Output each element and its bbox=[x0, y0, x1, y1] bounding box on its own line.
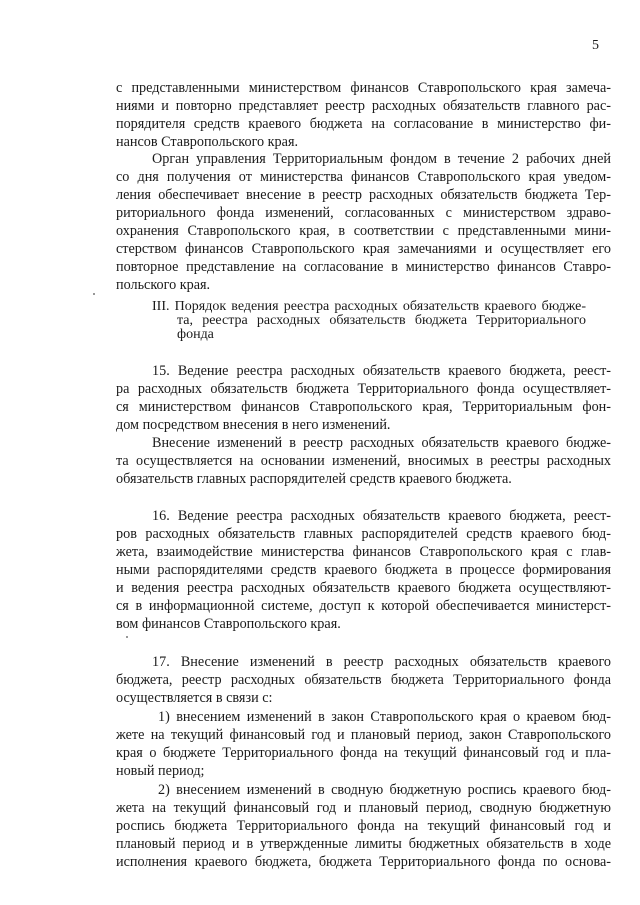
text-line: обязательств главных распорядителей средств краевого бюджета. bbox=[116, 471, 512, 487]
text-line: 17. Внесение изменений в реестр расходных обязательств краевого bbox=[152, 654, 611, 670]
list-item-line: исполнения краевого бюджета, бюджета Территориального фонда по основа- bbox=[116, 854, 611, 870]
list-item-line: края о бюджете Территориального фонда на текущий финансовый год и пла- bbox=[116, 745, 611, 761]
section-heading-line: фонда bbox=[177, 327, 214, 342]
text-line: 16. Ведение реестра расходных обязательств краевого бюджета, реест- bbox=[152, 508, 611, 524]
text-line: повторное представление на согласование в министерство финансов Ставро- bbox=[116, 259, 611, 275]
text-line: ными распорядителями средств краевого бюджета в процессе формирования bbox=[116, 562, 611, 578]
text-line: ся министерством финансов Ставропольского края, Территориальным фон- bbox=[116, 399, 611, 415]
list-item-line: плановый период и в утвержденные лимиты бюджетных обязательств в ходе bbox=[116, 836, 611, 852]
text-line: ления обеспечивает внесение в реестр расходных обязательств бюджета Тер- bbox=[116, 187, 611, 203]
text-line: 15. Ведение реестра расходных обязательств краевого бюджета, реест- bbox=[152, 363, 611, 379]
text-line: стерством финансов Ставропольского края замечаниями и осуществляет его bbox=[116, 241, 611, 257]
text-line: с представленными министерством финансов Ставропольского края замеча- bbox=[116, 80, 611, 96]
text-line: ся в информационной системе, доступ к которой обеспечивается министерст- bbox=[116, 598, 611, 614]
text-line: порядителя средств краевого бюджета на согласование в министерство фи- bbox=[116, 116, 611, 132]
text-line: Орган управления Территориальным фондом в течение 2 рабочих дней bbox=[152, 151, 611, 167]
list-item-line: 1) внесением изменений в закон Ставропольского края о краевом бюд- bbox=[158, 709, 611, 725]
text-line: польского края. bbox=[116, 277, 211, 293]
text-line: Внесение изменений в реестр расходных обязательств краевого бюдже- bbox=[152, 435, 611, 451]
text-line: нансов Ставропольского края. bbox=[116, 134, 299, 150]
text-line: охранения Ставропольского края, в соответствии с представленными мини- bbox=[116, 223, 611, 239]
list-item-line: 2) внесением изменений в сводную бюджетную роспись краевого бюд- bbox=[158, 782, 611, 798]
text-line: ров расходных обязательств главных распорядителей средств краевого бюд- bbox=[116, 526, 611, 542]
list-item-line: новый период; bbox=[116, 763, 205, 779]
text-line: риториального фонда изменений, согласованных с министерством здраво- bbox=[116, 205, 611, 221]
text-line: бюджета, реестр расходных обязательств бюджета Территориального фонда bbox=[116, 672, 611, 688]
list-item-line: жета на текущий финансовый год и плановый период, сводную бюджетную bbox=[116, 800, 611, 816]
text-line: со дня получения от министерства финансов Ставропольского края уведом- bbox=[116, 169, 611, 185]
text-line: та осуществляется на основании изменений, вносимых в реестры расходных bbox=[116, 453, 611, 469]
section-heading-line: та, реестра расходных обязательств бюджета Территориального bbox=[177, 313, 586, 328]
text-line: ниями и повторно представляет реестр расходных обязательств главного рас- bbox=[116, 98, 611, 114]
text-line: вом финансов Ставропольского края. bbox=[116, 616, 341, 632]
scan-speck bbox=[126, 636, 128, 638]
section-heading-line: III. Порядок ведения реестра расходных обязательств краевого бюдже- bbox=[152, 299, 586, 314]
text-line: осуществляется в связи с: bbox=[116, 690, 273, 706]
page-number: 5 bbox=[592, 38, 599, 53]
text-line: ра расходных обязательств бюджета Территориального фонда осуществляет- bbox=[116, 381, 611, 397]
scan-speck bbox=[93, 293, 95, 295]
text-line: жета, взаимодействие министерства финансов Ставропольского края с глав- bbox=[116, 544, 611, 560]
list-item-line: жете на текущий финансовый год и плановый период, закон Ставропольского bbox=[116, 727, 611, 743]
list-item-line: роспись бюджета Территориального фонда на текущий финансовый год и bbox=[116, 818, 611, 834]
text-line: и ведения реестра расходных обязательств краевого бюджета осуществляют- bbox=[116, 580, 611, 596]
text-line: дом посредством внесения в него изменений. bbox=[116, 417, 391, 433]
